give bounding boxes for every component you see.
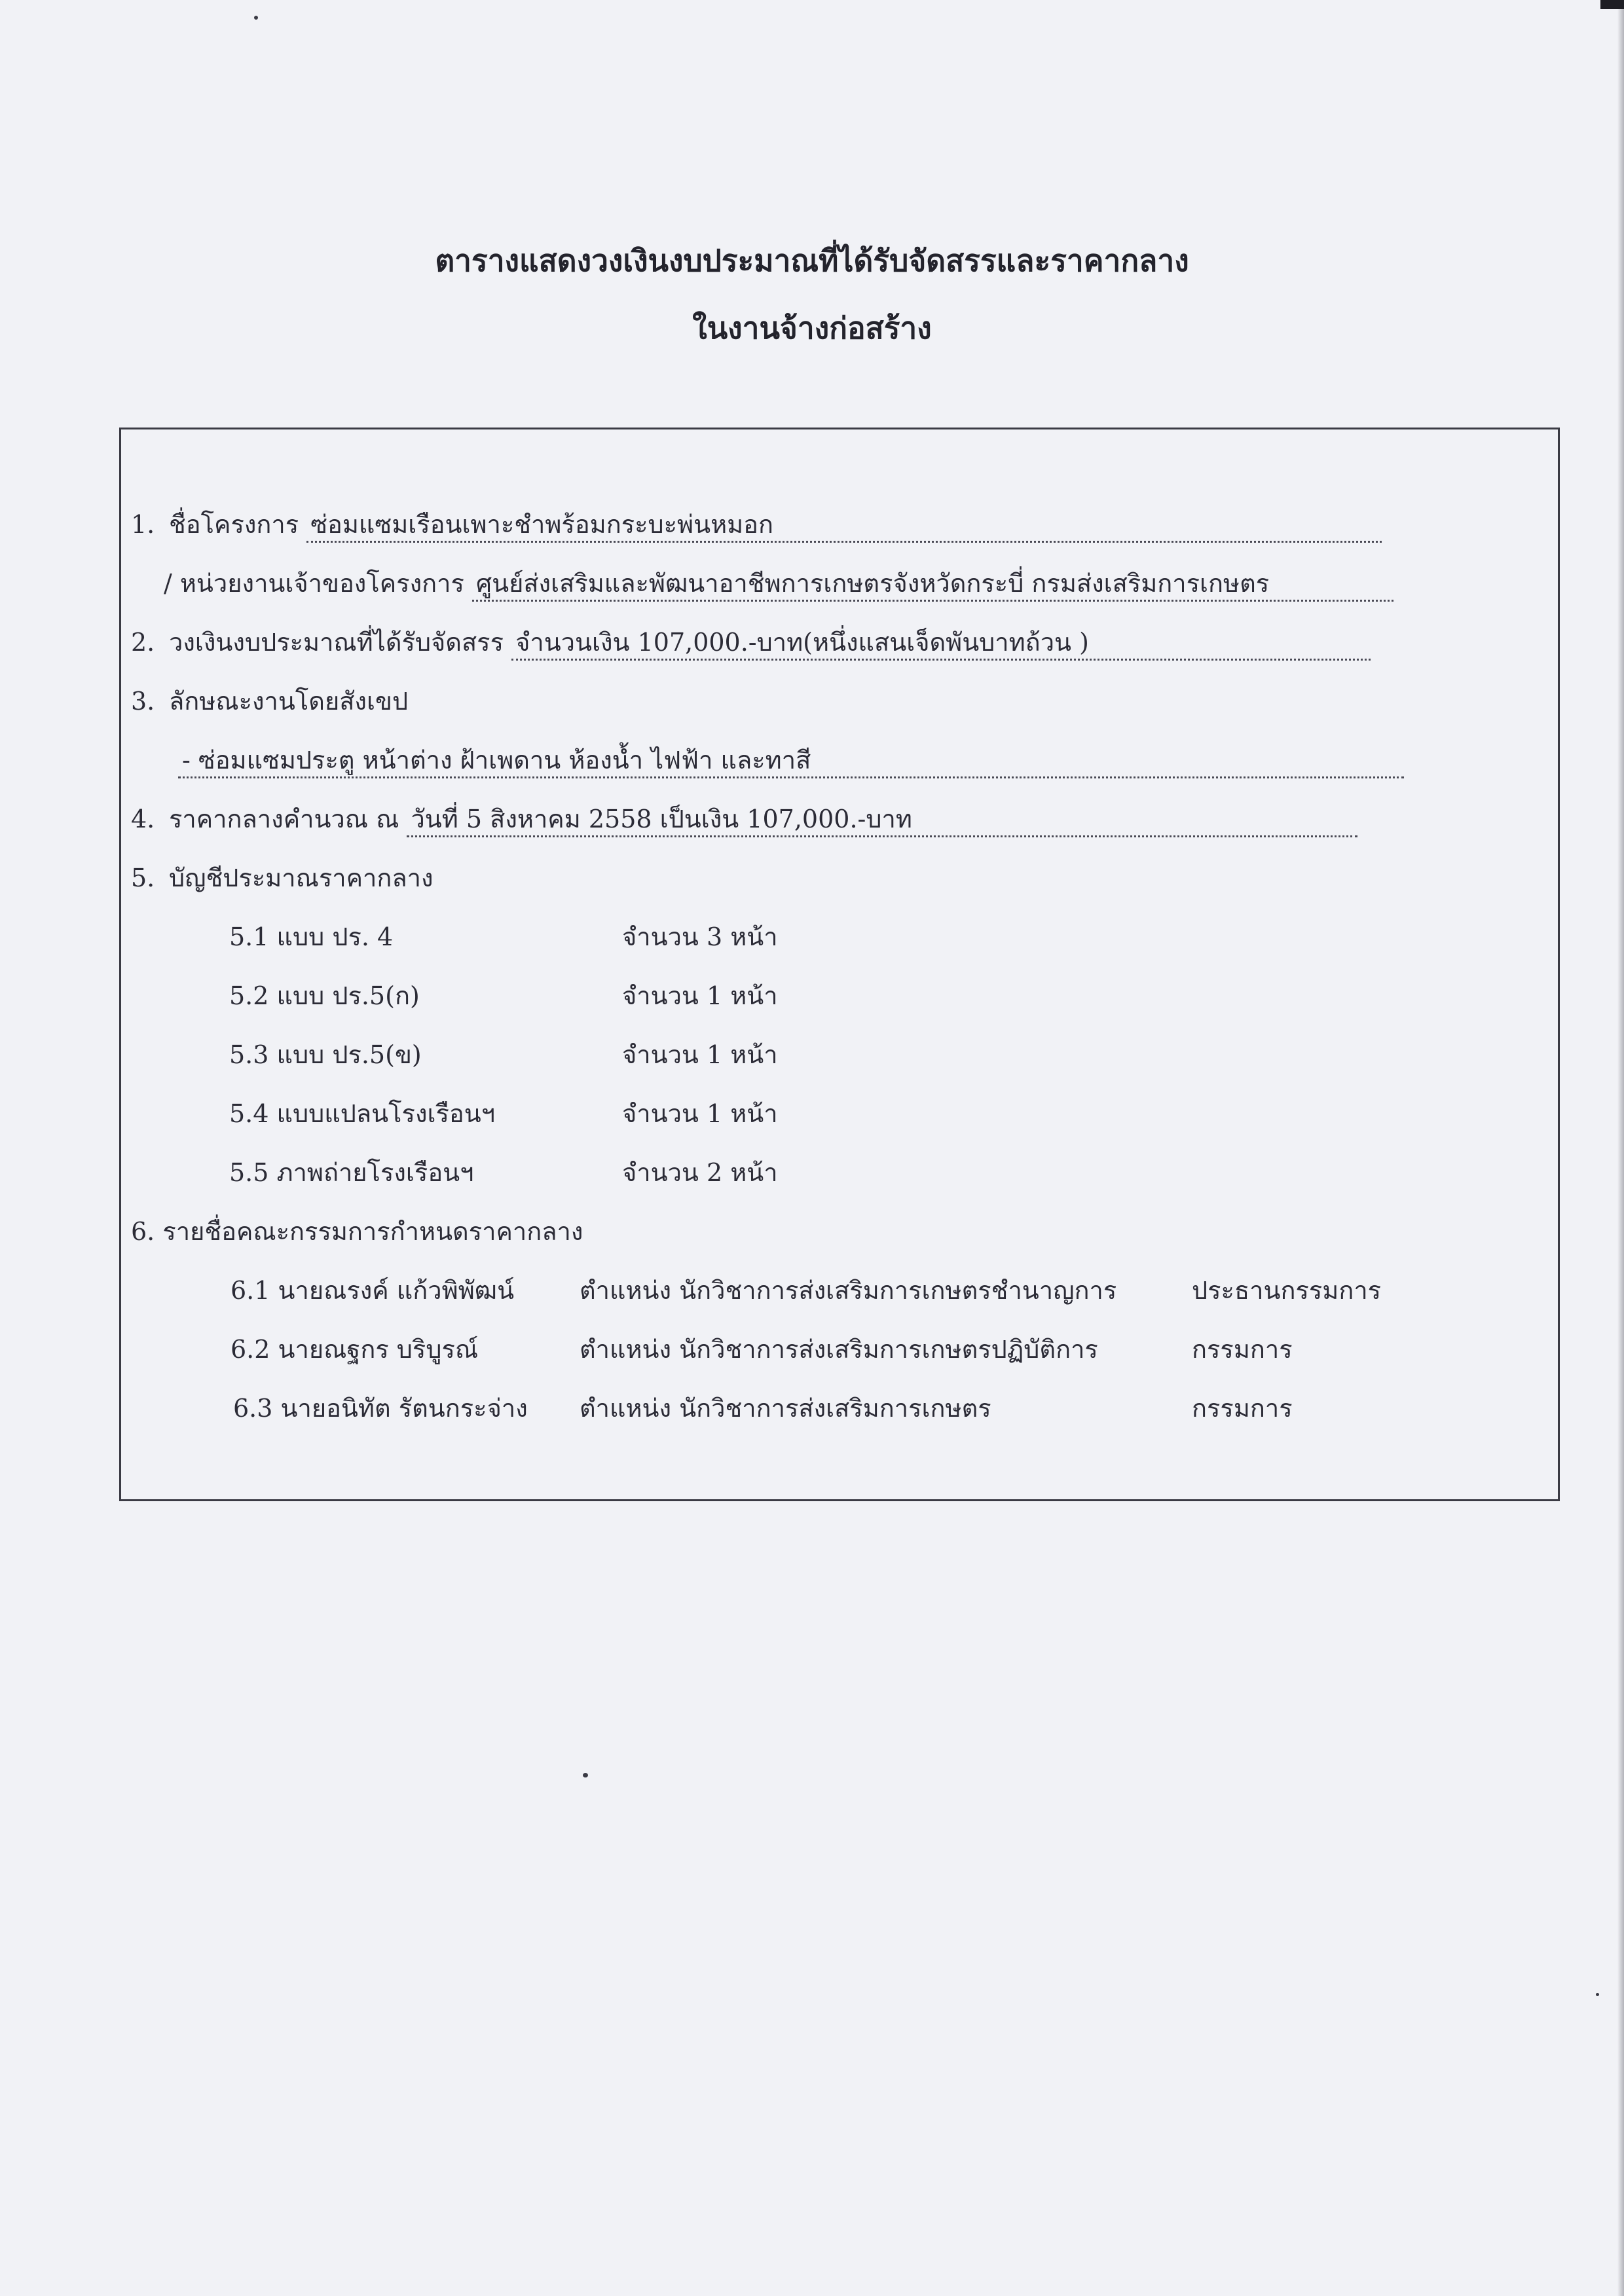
item-label: ชื่อโครงการ (169, 510, 299, 539)
item-label: บัญชีประมาณราคากลาง (169, 864, 434, 892)
estimate-count: จำนวน 1 หน้า (622, 1040, 778, 1069)
estimate-row (229, 1042, 422, 1067)
reference-price-value: วันที่ 5 สิงหาคม 2558 เป็นเงิน 107,000.-บาท (407, 807, 1357, 837)
estimate-row (229, 924, 393, 949)
item-number: 2. (131, 628, 155, 657)
estimate-name: 5.1 แบบ ปร. 4 (229, 922, 394, 951)
committee-member-role: ประธานกรรมการ (1192, 1276, 1382, 1305)
estimate-name: 5.5 ภาพถ่ายโรงเรือนฯ (229, 1158, 474, 1187)
committee-member-name: 6.2 นายณฐกร บริบูรณ์ (231, 1335, 479, 1364)
item-reference-price (131, 807, 1357, 837)
committee-member-position: ตำแหน่ง นักวิชาการส่งเสริมการเกษตร (580, 1394, 991, 1423)
estimate-row (229, 1160, 473, 1185)
committee-member-name: 6.3 นายอนิทัต รัตนกระจ่าง (233, 1394, 528, 1423)
agency-label: / หน่วยงานเจ้าของโครงการ (164, 569, 464, 598)
estimate-count: จำนวน 3 หน้า (622, 922, 778, 951)
document-title: ตารางแสดงวงเงินงบประมาณที่ได้รับจัดสรรและราคากลาง (435, 243, 1189, 278)
item-label: วงเงินงบประมาณที่ได้รับจัดสรร (169, 628, 504, 657)
budget-value: จำนวนเงิน 107,000.-บาท(หนึ่งแสนเจ็ดพันบาทถ้วน ) (511, 630, 1371, 661)
committee-member-role: กรรมการ (1192, 1335, 1293, 1364)
item-label: 6. รายชื่อคณะกรรมการกำหนดราคากลาง (131, 1217, 583, 1246)
scan-speck (1596, 1993, 1599, 1996)
estimate-name: 5.4 แบบแปลนโรงเรือนฯ (229, 1099, 496, 1128)
scan-speck (254, 16, 258, 20)
item-number: 4. (131, 805, 155, 833)
estimate-count: จำนวน 1 หน้า (622, 981, 778, 1010)
estimate-count: จำนวน 2 หน้า (622, 1158, 778, 1187)
project-name-value: ซ่อมแซมเรือนเพาะชำพร้อมกระบะพ่นหมอก (306, 512, 1382, 543)
estimate-name: 5.3 แบบ ปร.5(ข) (229, 1040, 422, 1069)
work-description-detail (178, 748, 1404, 778)
agency-value: ศูนย์ส่งเสริมและพัฒนาอาชีพการเกษตรจังหวัดกระบี่ กรมส่งเสริมการเกษตร (472, 571, 1393, 602)
item-project-name (131, 512, 1382, 543)
scan-corner-mark (1600, 0, 1624, 9)
item-project-agency (164, 571, 1393, 602)
work-description-value: - ซ่อมแซมประตู หน้าต่าง ฝ้าเพดาน ห้องน้ำ ไฟฟ้า และทาสี (178, 748, 1404, 778)
committee-member-position: ตำแหน่ง นักวิชาการส่งเสริมการเกษตรปฏิบัติการ (580, 1335, 1098, 1364)
scan-speck (583, 1773, 588, 1777)
committee-member-role: กรรมการ (1192, 1394, 1293, 1423)
item-budget (131, 630, 1371, 661)
document-subtitle: ในงานจ้างก่อสร้าง (692, 310, 932, 346)
committee-member-name: 6.1 นายณรงค์ แก้วพิพัฒน์ (231, 1276, 515, 1305)
item-label: ลักษณะงานโดยสังเขป (169, 687, 409, 716)
item-label: ราคากลางคำนวณ ณ (169, 805, 399, 833)
estimate-row (229, 1101, 495, 1126)
item-committee (131, 1219, 583, 1244)
item-number: 3. (131, 687, 155, 716)
estimate-name: 5.2 แบบ ปร.5(ก) (229, 981, 420, 1010)
item-number: 1. (131, 510, 155, 539)
item-work-description (131, 689, 408, 714)
estimate-count: จำนวน 1 หน้า (622, 1099, 778, 1128)
item-number: 5. (131, 864, 155, 892)
item-price-estimate-list (131, 866, 434, 890)
committee-member-position: ตำแหน่ง นักวิชาการส่งเสริมการเกษตรชำนาญการ (580, 1276, 1117, 1305)
estimate-row (229, 983, 420, 1008)
